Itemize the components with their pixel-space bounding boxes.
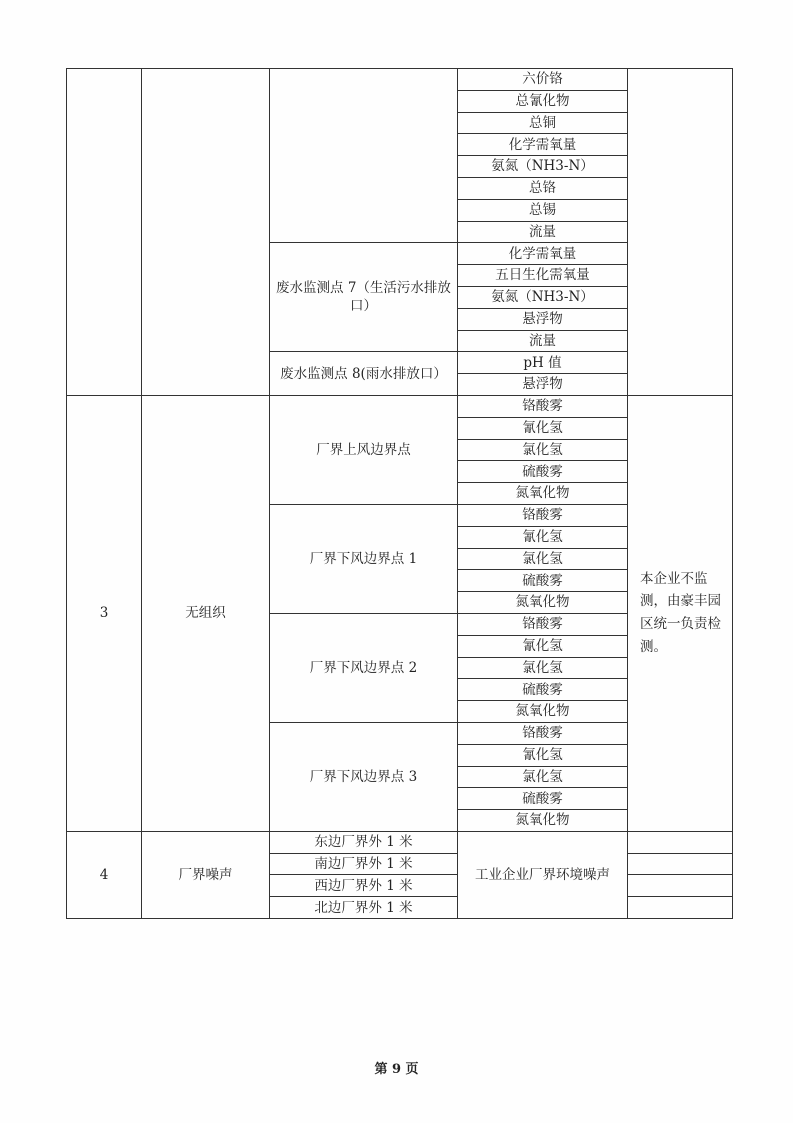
monitoring-item: 六价铬	[458, 69, 628, 91]
remark-cell	[628, 853, 733, 875]
monitoring-point-cell: 废水监测点 7（生活污水排放口）	[270, 243, 458, 352]
monitoring-point-cell: 西边厂界外 1 米	[270, 875, 458, 897]
monitoring-point-cell: 南边厂界外 1 米	[270, 853, 458, 875]
monitoring-item: 铬酸雾	[458, 395, 628, 417]
row-number-cell: 3	[67, 395, 142, 831]
monitoring-item: 流量	[458, 221, 628, 243]
monitoring-item: 氯化氢	[458, 657, 628, 679]
monitoring-item: 铬酸雾	[458, 504, 628, 526]
monitoring-item: 总锡	[458, 199, 628, 221]
monitoring-point-cell: 厂界上风边界点	[270, 395, 458, 504]
monitoring-item: 悬浮物	[458, 308, 628, 330]
row-number-cell	[67, 69, 142, 396]
monitoring-item: 氮氧化物	[458, 701, 628, 723]
category-cell: 无组织	[142, 395, 270, 831]
remark-cell: 本企业不监测，由豪丰园区统一负责检测。	[628, 395, 733, 831]
monitoring-point-cell	[270, 69, 458, 243]
monitoring-item: 氯化氢	[458, 766, 628, 788]
monitoring-item: 氯化氢	[458, 548, 628, 570]
monitoring-item: 氮氧化物	[458, 483, 628, 505]
monitoring-item: 氮氧化物	[458, 810, 628, 832]
monitoring-item: 硫酸雾	[458, 788, 628, 810]
row-number-cell: 4	[67, 831, 142, 918]
monitoring-table	[66, 68, 733, 919]
monitoring-item: 氯化氢	[458, 439, 628, 461]
monitoring-item: 氨氮（NH3-N）	[458, 286, 628, 308]
monitoring-point-cell: 北边厂界外 1 米	[270, 897, 458, 919]
monitoring-item: 氨氮（NH3-N）	[458, 156, 628, 178]
monitoring-point-cell: 厂界下风边界点 3	[270, 722, 458, 831]
monitoring-point-cell: 废水监测点 8(雨水排放口）	[270, 352, 458, 396]
remark-cell	[628, 875, 733, 897]
monitoring-item: pH 值	[458, 352, 628, 374]
monitoring-item: 流量	[458, 330, 628, 352]
category-cell	[142, 69, 270, 396]
monitoring-item: 氰化氢	[458, 417, 628, 439]
monitoring-item: 硫酸雾	[458, 461, 628, 483]
monitoring-point-cell: 东边厂界外 1 米	[270, 831, 458, 853]
table-row	[67, 395, 733, 417]
monitoring-item: 氰化氢	[458, 635, 628, 657]
monitoring-item: 铬酸雾	[458, 722, 628, 744]
monitoring-item: 悬浮物	[458, 374, 628, 396]
monitoring-point-cell: 厂界下风边界点 1	[270, 504, 458, 613]
monitoring-item: 工业企业厂界环境噪声	[458, 831, 628, 918]
remark-cell	[628, 897, 733, 919]
category-cell: 厂界噪声	[142, 831, 270, 918]
monitoring-item: 氰化氢	[458, 744, 628, 766]
monitoring-item: 总铬	[458, 177, 628, 199]
table-row	[67, 69, 733, 91]
monitoring-item: 硫酸雾	[458, 570, 628, 592]
monitoring-item: 硫酸雾	[458, 679, 628, 701]
monitoring-item: 铬酸雾	[458, 613, 628, 635]
monitoring-item: 总氰化物	[458, 90, 628, 112]
monitoring-item: 氰化氢	[458, 526, 628, 548]
table-row	[67, 831, 733, 853]
monitoring-item: 总铜	[458, 112, 628, 134]
monitoring-item: 五日生化需氧量	[458, 265, 628, 287]
monitoring-point-cell: 厂界下风边界点 2	[270, 613, 458, 722]
remark-cell	[628, 831, 733, 853]
page-number: 第 9 页	[374, 1062, 419, 1077]
monitoring-item: 化学需氧量	[458, 134, 628, 156]
monitoring-item: 化学需氧量	[458, 243, 628, 265]
monitoring-item: 氮氧化物	[458, 592, 628, 614]
remark-cell	[628, 69, 733, 396]
